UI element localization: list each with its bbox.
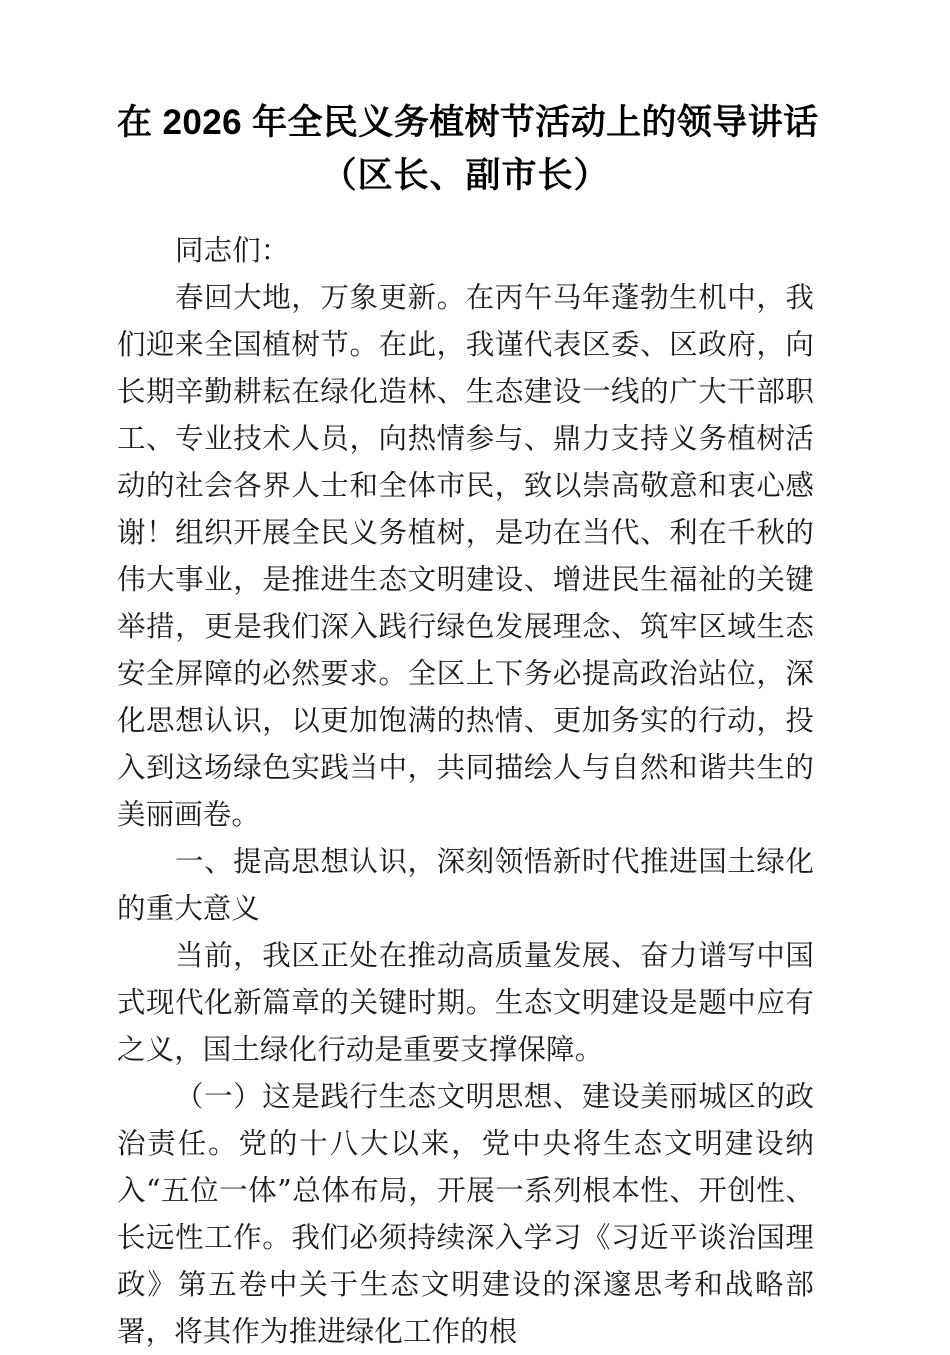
paragraph-opening: 春回大地，万象更新。在丙午马年蓬勃生机中，我们迎来全国植树节。在此，我谨代表区委、区政府，向长期辛勤耕耘在绿化造林、生态建设一线的广大干部职工、专业技术人员，向热情参与、鼎力支持义务植树活动的社会各界人士和全体市民，致以崇高敬意和衷心感谢！组织开展全民义务植树，是功在当代、利在千秋的伟大事业，是推进生态文明建设、增进民生福祉的关键举措，更是我们深入践行绿色发展理念、筑牢区域生态安全屏障的必然要求。全区上下务必提高政治站位，深化思想认识，以更加饱满的热情、更加务实的行动，投入到这场绿色实践当中，共同描绘人与自然和谐共生的美丽画卷。 xyxy=(117,281,814,831)
paragraph-section-one-intro: 当前，我区正处在推动高质量发展、奋力谱写中国式现代化新篇章的关键时期。生态文明建设是题中应有之义，国土绿化行动是重要支撑保障。 xyxy=(117,939,814,1066)
document-content xyxy=(117,0,819,1355)
page-title xyxy=(117,0,819,202)
title-line-secondary: （区长、副市长） xyxy=(321,156,610,195)
heading-section-one: 一、提高思想认识，深刻领悟新时代推进国土绿化的重大意义 xyxy=(117,845,814,925)
paragraph-section-one-sub-one: （一）这是践行生态文明思想、建设美丽城区的政治责任。党的十八大以来，党中央将生态文明建设纳入“五位一体”总体布局，开展一系列根本性、开创性、长远性工作。我们必须持续深入学习《习近平谈治国理政》第五卷中关于生态文明建设的深邃思考和战略部署，将其作为推进绿化工作的根 xyxy=(117,1080,814,1348)
salutation-line: 同志们： xyxy=(175,234,290,267)
title-line-primary: 在 2026 年全民义务植树节活动上的领导讲话 xyxy=(117,103,819,142)
document-body xyxy=(117,202,814,1355)
